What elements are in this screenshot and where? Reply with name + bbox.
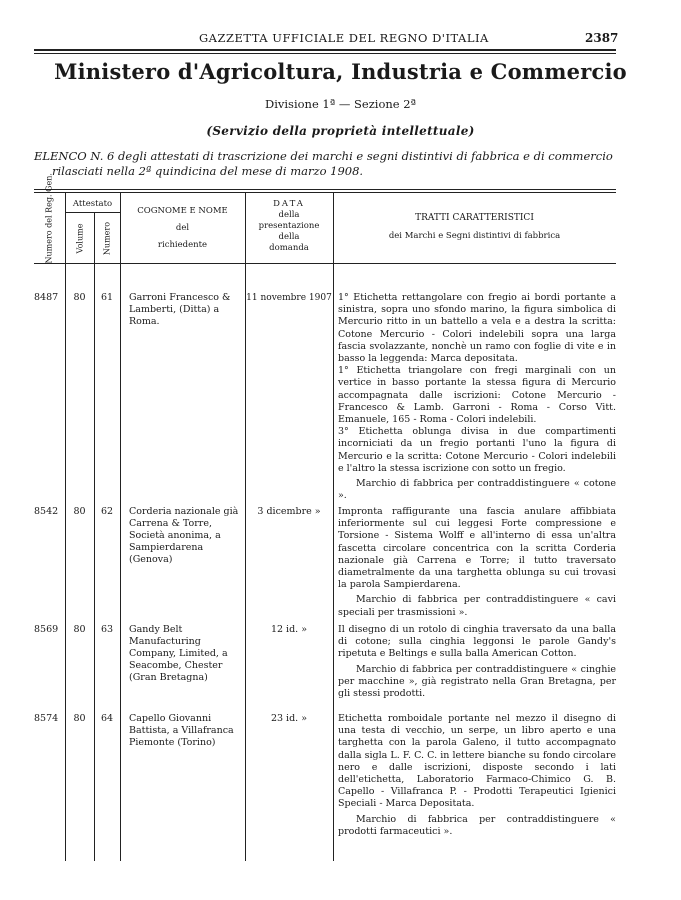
row-1-numero: 61 (100, 292, 114, 303)
row-2-tratti (338, 506, 616, 619)
row-2-numero: 62 (100, 506, 114, 517)
col-header-date-1: DATA (273, 199, 305, 209)
col-header-tratti-1: TRATTI CARATTERISTICI (415, 213, 534, 223)
row-3-marchio: Marchio di fabbrica per contraddistinguere « cinghie per macchine », già registrato nella Gran Bretagna, per gli stessi prodotti. (338, 663, 616, 700)
col-header-name (120, 206, 245, 251)
col-header-tratti (333, 213, 616, 242)
col-header-date-4: della (278, 232, 300, 242)
row-2-marchio: Marchio di fabbrica per contraddistinguere « cavi speciali per trasmissioni ». (338, 594, 616, 618)
row-2-tratti-1: Impronta raffigurante una fascia anulare affibbiata inferiormente sul cui leggesi Forte compressione e Torsione - Sistema Wolff e all'interno di essa un'altra fascetta circolare concentrica con la scritta Corderia nazionale già Carrena e Torre; il tutto traversato diametralmente da una targhetta oblunga su cui trovasi la parola Sampierdarena. (338, 506, 616, 591)
elenco-line-2: rilasciati nella 2ª quindicina del mese di marzo 1908. (52, 164, 364, 178)
col-header-date-5: domanda (269, 243, 309, 253)
row-1-volume: 80 (73, 292, 86, 303)
elenco-line-1: ELENCO N. 6 degli attestati di trascrizione dei marchi e segni distintivi di fabbrica e di commercio (34, 149, 613, 163)
row-4-tratti-1: Etichetta romboidale portante nel mezzo il disegno di una testa di vecchio, un serpe, un libro aperto e una targhetta con la parola Galeno, il tutto accompagnato dalla sigla L. F. C. C. in lettere bianche su fondo circolare nero e dalle iscrizioni, disposte secondo i lati dell'etichetta, Laboratorio Farmaco-Chimico G. B. Capello - Villafranca P. - Prodotti Terapeutici Igienici Speciali - Marca Depositata. (338, 713, 616, 810)
row-1-tratti-2: 1° Etichetta triangolare con fregi marginali con un vertice in basso portante la stessa figura di Mercurio accompagnata dalle iscrizioni: Cotone Mercurio - Francesco & Lamb. Garroni - Roma - Corso Vitt. Emanuele, 165 - Roma - Colori indelebili. (338, 365, 616, 426)
col-header-attestato: Attestato (72, 199, 113, 209)
gazette-title: GAZZETTA UFFICIALE DEL REGNO D'ITALIA (199, 31, 489, 45)
col-rule-5 (333, 193, 334, 861)
service-line: (Servizio della proprietà intellettuale) (206, 124, 475, 138)
row-2-volume: 80 (73, 506, 86, 517)
table-top-rule (34, 189, 616, 190)
row-4-marchio: Marchio di fabbrica per contraddistinguere « prodotti farmaceutici ». (338, 813, 616, 837)
row-4-volume: 80 (73, 713, 86, 724)
row-3-tratti (338, 624, 616, 700)
col-header-numero: Numero (102, 221, 112, 256)
row-3-volume: 80 (73, 624, 86, 635)
col-header-name-1: COGNOME E NOME (137, 206, 228, 216)
row-3-date: 12 id. » (270, 624, 308, 635)
col-header-name-2: del (175, 223, 190, 233)
header-rule-thin (34, 53, 616, 54)
col-rule-2 (94, 212, 95, 861)
col-rule-3 (120, 193, 121, 861)
row-3-reg: 8569 (34, 624, 59, 635)
row-1-tratti-1: 1° Etichetta rettangolare con fregio ai bordi portante a sinistra, sopra uno sfondo marino, la figura simbolica di Mercurio ritto in un battello a vela e a destra la scritta: Cotone Mercurio - Colori indelebili sopra una larga fascia svolazzante, nonchè un ramo con foglie di vite e in basso la leggenda: Marca depositata. (338, 292, 616, 365)
col-header-date (245, 199, 333, 254)
ministry-title: Ministero d'Agricoltura, Industria e Commercio (54, 59, 627, 84)
row-1-name: Garroni Francesco & Lamberti, (Ditta) a Roma. (129, 292, 231, 327)
col-header-volume: Volume (75, 223, 85, 254)
attestato-rule (65, 212, 120, 213)
row-4-name: Capello Giovanni Battista, a Villafranca Piemonte (Torino) (129, 713, 234, 748)
row-4-tratti (338, 713, 616, 838)
row-2-date: 3 dicembre » (257, 506, 321, 517)
row-1-reg: 8487 (34, 292, 59, 303)
elenco-heading (34, 149, 634, 179)
page-number: 2387 (585, 31, 619, 45)
col-header-date-2: della (278, 210, 300, 220)
table-header-rule (34, 263, 616, 264)
division-line: Divisione 1ª — Sezione 2ª (264, 97, 417, 111)
row-4-reg: 8574 (34, 713, 59, 724)
row-1-tratti (338, 292, 616, 502)
row-2-reg: 8542 (34, 506, 59, 517)
header-rule (34, 49, 616, 51)
row-4-numero: 64 (100, 713, 114, 724)
row-1-tratti-3: 3° Etichetta oblunga divisa in due compartimenti incorniciati da un fregio portanti l'uno la figura di Mercurio e la scritta: Cotone Mercurio - Colori indelebili e l'altro la stessa iscrizione con sotto un fregio. (338, 426, 616, 474)
col-header-reg: Numero del Reg. Gen. (44, 173, 54, 264)
col-header-date-3: presentazione (258, 221, 320, 231)
row-3-numero: 63 (100, 624, 114, 635)
col-header-tratti-2: dei Marchi e Segni distintivi di fabbrica (388, 231, 561, 241)
row-4-date: 23 id. » (270, 713, 308, 724)
row-1-date: 11 novembre 1907 (246, 293, 332, 303)
table-top-rule-2 (34, 192, 616, 193)
row-2-name: Corderia nazionale già Carrena & Torre, Società anonima, a Sampierdarena (Genova) (129, 506, 239, 565)
col-header-name-3: richiedente (157, 240, 208, 250)
row-3-tratti-1: Il disegno di un rotolo di cinghia traversato da una balla di cotone; sulla cinghia leggonsi le parole Gandy's ripetuta e Beltings e sulla balla American Cotton. (338, 624, 616, 660)
row-3-name: Gandy Belt Manufacturing Company, Limited, a Seacombe, Chester (Gran Bretagna) (129, 624, 228, 683)
row-1-marchio: Marchio di fabbrica per contraddistinguere « cotone ». (338, 478, 616, 502)
